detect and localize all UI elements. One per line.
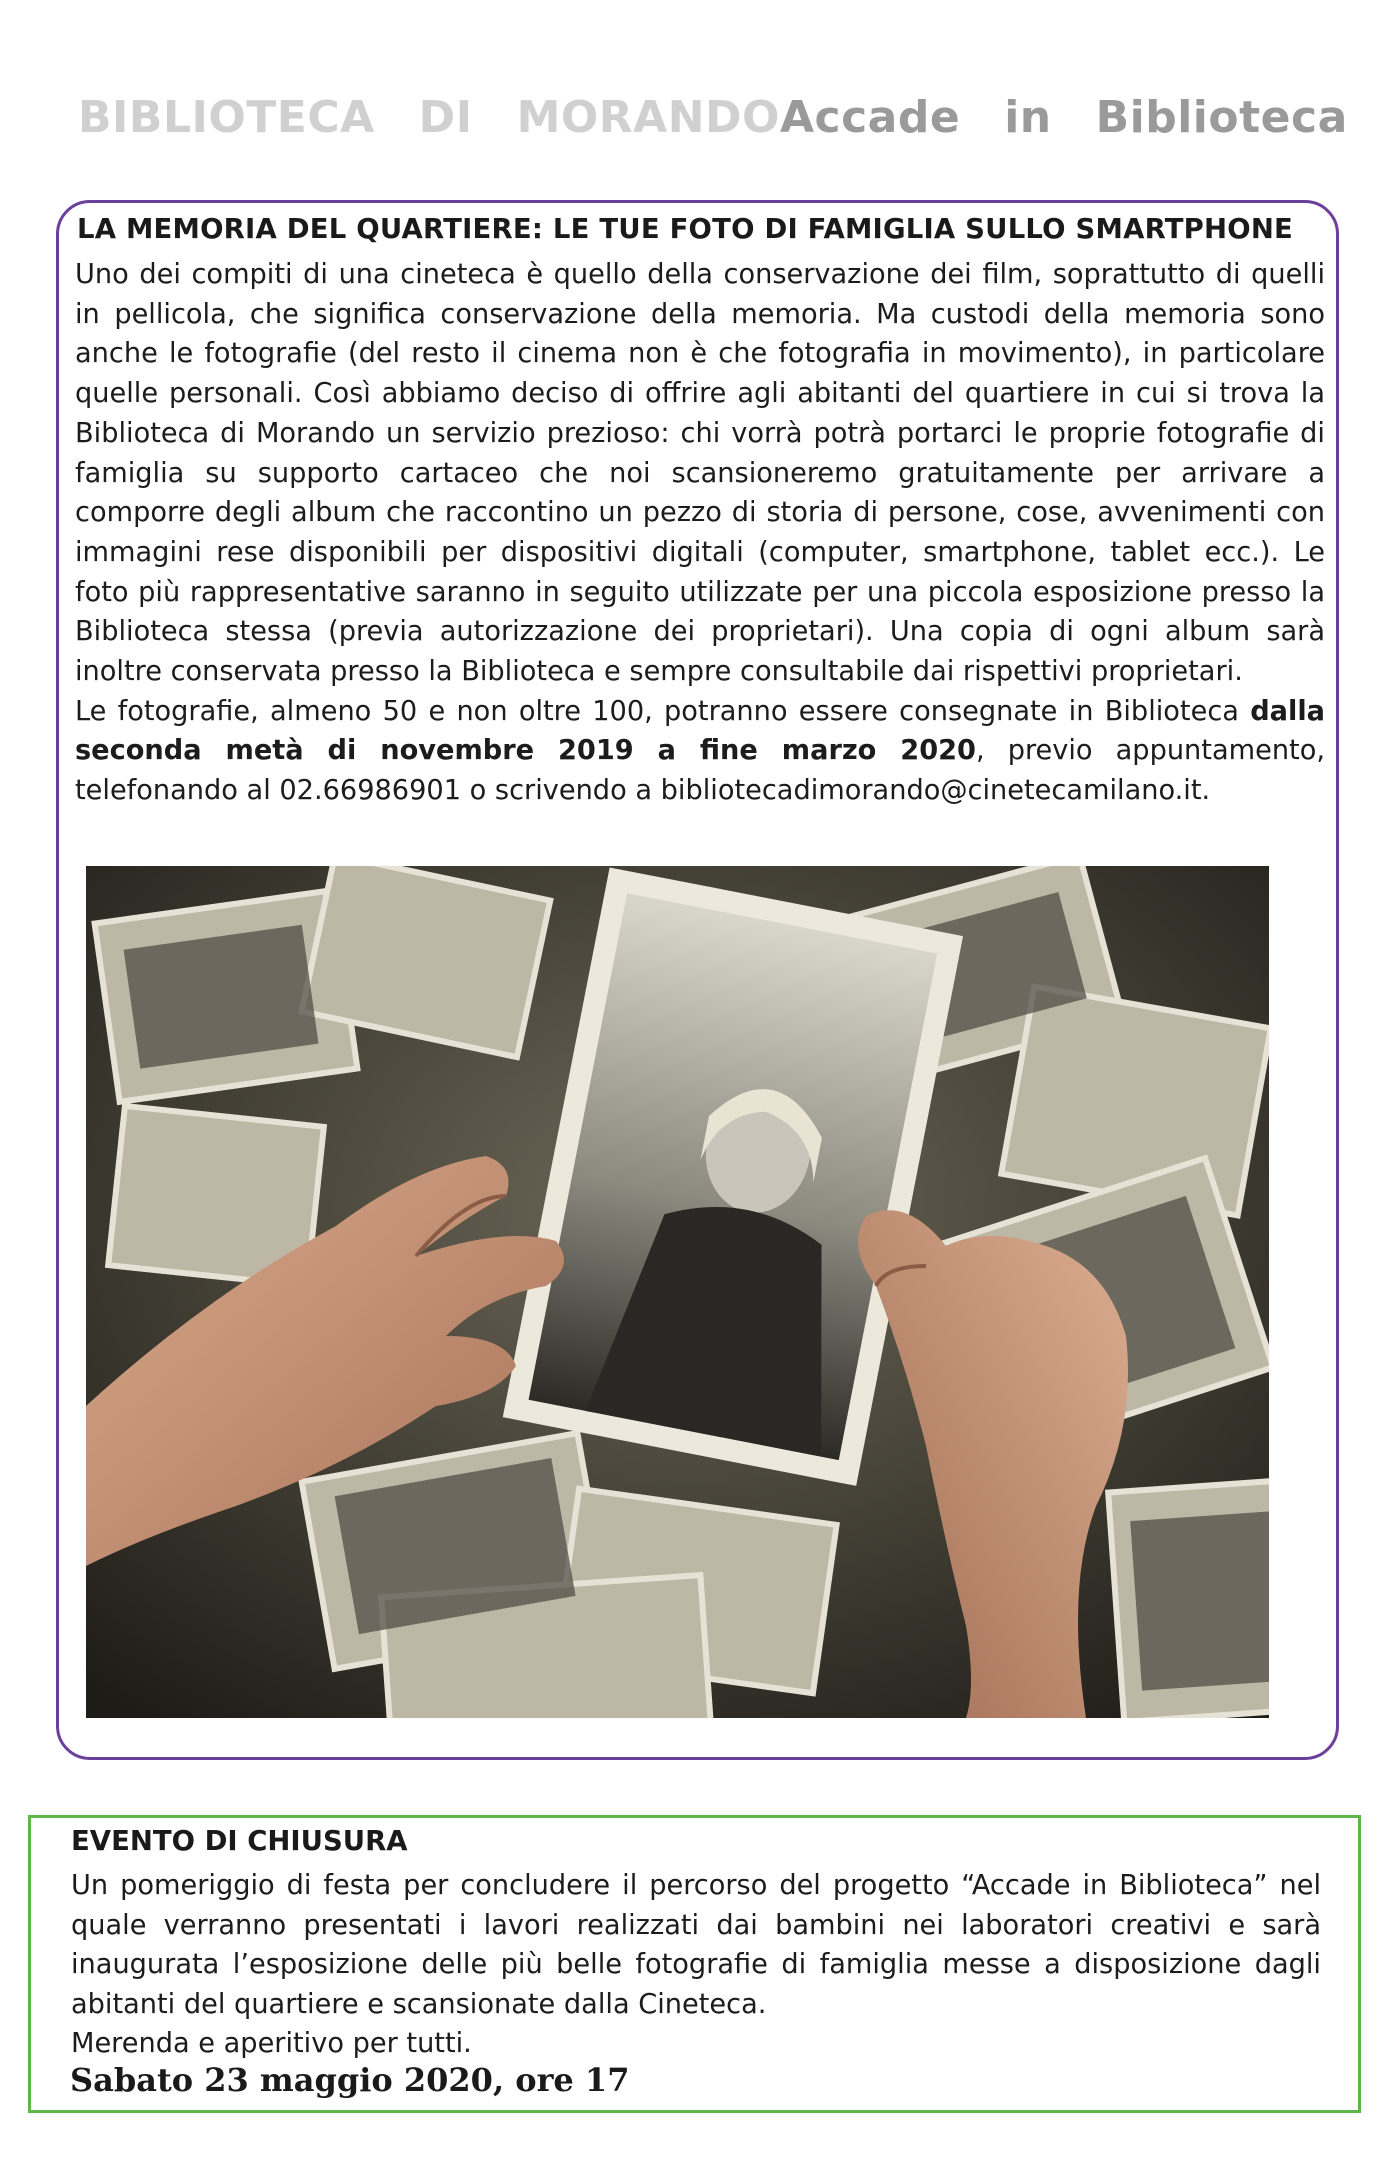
section-word: in	[1004, 91, 1052, 143]
section-name	[780, 92, 1348, 143]
page-header	[78, 82, 1348, 152]
venue-name	[78, 92, 780, 143]
delivery-intro: Le fotografie, almeno 50 e non oltre 100, potranno essere consegnate in Biblioteca	[75, 695, 1251, 727]
section-word: Accade	[779, 91, 961, 143]
article-paragraph-delivery	[75, 692, 1325, 811]
section-word: Biblioteca	[1095, 91, 1348, 143]
delivery-dates: dalla seconda metà di novembre 2019 a fine marzo 2020	[75, 695, 1325, 767]
event-body	[71, 1866, 1321, 2064]
photo-illustration	[86, 866, 1269, 1718]
article-paragraph: Uno dei compiti di una cineteca è quello della conservazione dei film, soprattutto di quelli in pellicola, che significa conservazione della memoria. Ma custodi della memoria sono anche le fotografie (del resto il cinema non è che fotografia in movimento), in particolare quelle personali. Così abbiamo deciso di offrire agli abitanti del quartiere in cui si trova la Biblioteca di Morando un servizio prezioso: chi vorrà potrà portarci le proprie fotografie di famiglia su supporto cartaceo che noi scansioneremo gratuitamente per arrivare a comporre degli album che raccontino un pezzo di storia di persone, cose, avvenimenti con immagini rese disponibili per dispositivi digitali (computer, smartphone, tablet ecc.). Le foto più rappresentative saranno in seguito utilizzate per una piccola esposizione presso la Biblioteca stessa (previa autorizzazione dei proprietari). Una copia di ogni album sarà inoltre conservata presso la Biblioteca e sempre consultabile dai rispettivi proprietari.	[75, 259, 1325, 688]
event-description: Un pomeriggio di festa per concludere il percorso del progetto “Accade in Biblioteca” nel quale verranno presentati i lavori realizzati dai bambini nei laboratori creativi e sarà inaugurata l’esposizione delle più belle fotografie di famiglia messe a disposizione dagli abitanti del quartiere e scansionate dalla Cineteca.	[71, 1870, 1321, 2020]
venue-word: DI	[418, 91, 473, 143]
event-title: EVENTO DI CHIUSURA	[71, 1825, 408, 1857]
delivery-contacts: , previo appuntamento, telefonando al 02.66986901 o scrivendo a bibliotecadimorando@cinetecamilano.it.	[75, 735, 1325, 807]
event-date: Sabato 23 maggio 2020, ore 17	[70, 2061, 630, 2099]
venue-word: BIBLIOTECA	[78, 91, 375, 143]
article-title: LA MEMORIA DEL QUARTIERE: LE TUE FOTO DI FAMIGLIA SULLO SMARTPHONE	[77, 213, 1294, 245]
article-body	[75, 255, 1325, 811]
family-photos-image	[86, 866, 1269, 1718]
event-snack: Merenda e aperitivo per tutti.	[71, 2028, 472, 2059]
venue-word: MORANDO	[516, 91, 780, 143]
